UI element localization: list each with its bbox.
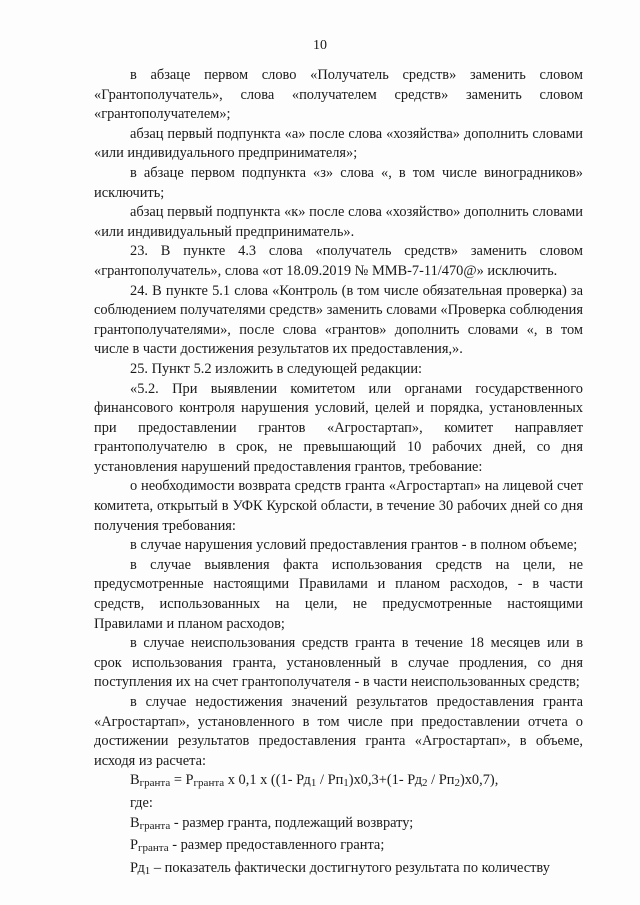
definition-symbol: Рд (130, 859, 145, 876)
formula-part: х 0,1 х ((1- Рд (224, 772, 311, 789)
definition-rd1 (94, 859, 583, 882)
paragraph: абзац первый подпункта «к» после слова «хозяйство» дополнить словами «или индивидуальный предприниматель». (94, 204, 583, 240)
paragraph-clause-5-2: «5.2. При выявлении комитетом или органами государственного финансового контроля нарушения условий, целей и порядка, установленных при предоставлении грантов «Агростартап», комитет направляет грантополучателю в срок, не превышающий 10 рабочих дней, со дня установления нарушений предоставления грантов, требование: (94, 380, 583, 475)
paragraph: в абзаце первом слово «Получатель средств» заменить словом «Грантополучатель», слова «получателем средств» заменить словом «грантополучателем»; (94, 67, 583, 123)
paragraph-item-25: 25. Пункт 5.2 изложить в следующей редакции: (130, 360, 423, 377)
definition-symbol: Р (130, 837, 139, 854)
formula-subscript: 2 (422, 777, 428, 790)
definition-symbol: В (130, 814, 140, 831)
paragraph: в случае нарушения условий предоставления грантов - в полном объеме; (130, 537, 578, 554)
formula-subscript: гранта (193, 777, 225, 790)
paragraph: в случае неиспользования средств гранта в течение 18 месяцев или в срок использования гранта, установленный в случае продления, со дня поступления их на счет грантополучателя - в части неиспользованных средств; (94, 635, 583, 691)
definition-r-granta (94, 836, 583, 859)
definition-text: - размер предоставленного гранта; (168, 837, 385, 854)
definition-v-granta (94, 814, 583, 837)
definition-text: - размер гранта, подлежащий возврату; (170, 814, 414, 831)
page-number: 10 (313, 38, 327, 53)
formula-subscript: 1 (343, 777, 349, 790)
paragraph-item-23: 23. В пункте 4.3 слова «получатель средств» заменить словом «грантополучатель», слова «от 18.09.2019 № ММВ-7-11/470@» исключить. (94, 243, 583, 279)
formula-subscript: 1 (310, 777, 317, 790)
paragraph-item-24: 24. В пункте 5.1 слова «Контроль (в том числе обязательная проверка) за соблюдением получателями средств» заменить словами «Проверка соблюдения грантополучателями», после слова «грантов» дополнить словами «, в том числе в части достижения результатов их предоставления,». (94, 282, 583, 358)
formula-part: = Р (170, 772, 194, 789)
paragraph: о необходимости возврата средств гранта «Агростартап» на лицевой счет комитета, открытый в УФК Курской области, в течение 30 рабочих дней со дня получения требования: (94, 478, 583, 534)
formula-part: )х0,3+(1- Рд (348, 772, 423, 789)
definition-text: – показатель фактически достигнутого результата по количеству (150, 859, 550, 876)
formula-part: / Рп (316, 772, 344, 789)
formula-part: В (130, 772, 140, 789)
paragraph: в абзаце первом подпункта «з» слова «, в том числе виноградников» исключить; (94, 164, 583, 201)
formula-subscript: гранта (139, 777, 171, 790)
formula-part: )х0,7), (459, 772, 499, 789)
paragraph: в случае недостижения значений результатов предоставления гранта «Агростартап», установленного в том числе при предоставлении отчета о достижении результатов предоставления гранта «Агростартап», в объеме, исходя из расчета: (94, 694, 583, 769)
paragraph: абзац первый подпункта «а» после слова «хозяйства» дополнить словами «или индивидуального предпринимателя»; (94, 125, 583, 162)
grant-formula (94, 771, 583, 794)
definition-subscript: гранта (139, 819, 171, 832)
document-body (94, 66, 583, 881)
paragraph: в случае выявления факта использования средств на цели, не предусмотренные настоящими Правилами и планом расходов, - в части средств, использованных на цели, не предусмотренные настоящими Правилами и планом расходов; (94, 556, 583, 632)
definition-subscript: 1 (144, 864, 151, 877)
where-label: где: (130, 794, 153, 811)
definition-subscript: гранта (138, 842, 169, 855)
formula-part: / Рп (427, 772, 455, 789)
formula-subscript: 2 (454, 777, 460, 790)
